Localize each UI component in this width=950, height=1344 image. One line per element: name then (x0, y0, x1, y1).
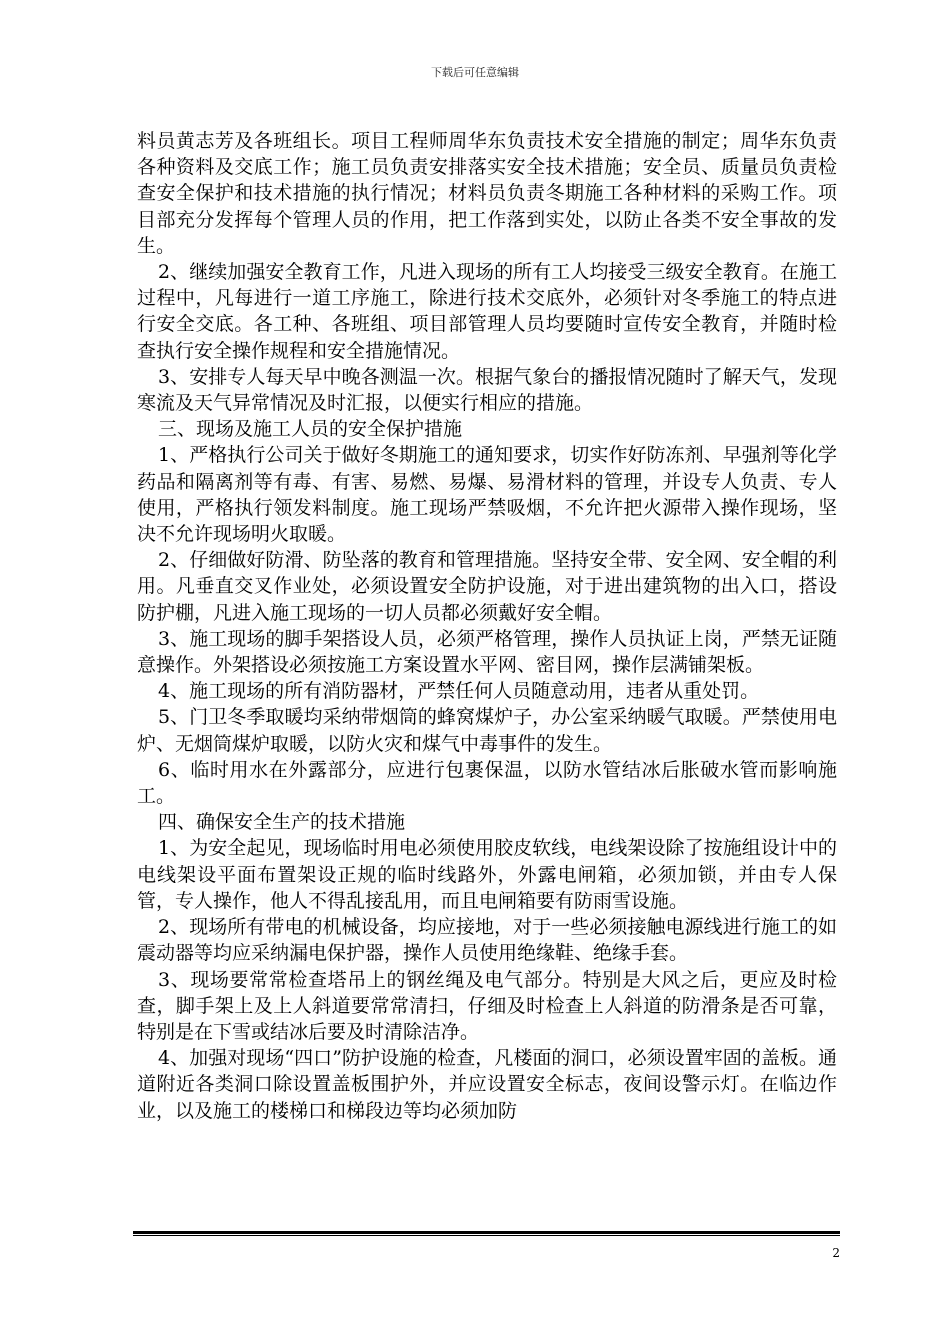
paragraph-anti-slip: 2、仔细做好防滑、防坠落的教育和管理措施。坚持安全带、安全网、安全帽的利用。凡垂直交叉作业处，必须设置安全防护设施，对于进出建筑物的出入口，搭设防护棚，凡进入施工现场的一切人员都必须戴好安全帽。 (137, 549, 837, 624)
paragraph-personnel: 料员黄志芳及各班组长。项目工程师周华东负责技术安全措施的制定；周华东负责各种资料及交底工作；施工员负责安排落实安全技术措施；安全员、质量员负责检查安全保护和技术措施的执行情况；材料员负责冬期施工各种材料的采购工作。项目部充分发挥每个管理人员的作用，把工作落到实处，以防止各类不安全事故的发生。 (137, 130, 837, 257)
paragraph-chemicals: 1、严格执行公司关于做好冬期施工的通知要求，切实作好防冻剂、早强剂等化学药品和隔离剂等有毒、有害、易燃、易爆、易滑材料的管理，并设专人负责、专人使用，严格执行领发料制度。施工现场严禁吸烟，不允许把火源带入操作现场，坚决不允许现场明火取暖。 (137, 444, 837, 546)
document-body (137, 128, 837, 1124)
paragraph-crane: 3、现场要常常检查塔吊上的钢丝绳及电气部分。特别是大风之后，更应及时检查，脚手架上及上人斜道要常常清扫，仔细及时检查上人斜道的防滑条是否可靠，特别是在下雪或结冰后要及时清除洁净。 (137, 968, 837, 1043)
paragraph-water: 6、临时用水在外露部分，应进行包裹保温，以防水管结冰后胀破水管而影响施工。 (137, 758, 837, 808)
paragraph-scaffold: 3、施工现场的脚手架搭设人员，必须严格管理，操作人员执证上岗，严禁无证随意操作。外架搭设必须按施工方案设置水平网、密目网，操作层满铺架板。 (137, 627, 837, 677)
paragraph-safety-education: 2、继续加强安全教育工作，凡进入现场的所有工人均接受三级安全教育。在施工过程中，凡每进行一道工序施工，除进行技术交底外，必须针对冬季施工的特点进行安全交底。各工种、各班组、项目部管理人员均要随时宣传安全教育，并随时检查执行安全操作规程和安全措施情况。 (137, 261, 837, 362)
section-heading-3: 三、现场及施工人员的安全保护措施 (158, 418, 463, 441)
paragraph-electricity: 1、为安全起见，现场临时用电必须使用胶皮软线，电线架设除了按施组设计中的电线架设平面布置架设正规的临时线路外，外露电闸箱，必须加锁，并由专人保管，专人操作，他人不得乱接乱用，而且电闸箱要有防雨雪设施。 (137, 837, 837, 912)
paragraph-grounding: 2、现场所有带电的机械设备，均应接地，对于一些必须接触电源线进行施工的如震动器等均应采纳漏电保护器，操作人员使用绝缘鞋、绝缘手套。 (137, 916, 837, 965)
paragraph-fire-equipment: 4、施工现场的所有消防器材，严禁任何人员随意动用，违者从重处罚。 (158, 680, 760, 703)
page-number: 2 (832, 1246, 840, 1260)
page-header: 下载后可任意编辑 (431, 66, 519, 79)
paragraph-temperature: 3、安排专人每天早中晚各测温一次。根据气象台的播报情况随时了解天气，发现寒流及天气异常情况及时汇报，以便实行相应的措施。 (137, 365, 837, 415)
section-heading-4: 四、确保安全生产的技术措施 (158, 811, 406, 834)
paragraph-openings: 4、加强对现场“四口”防护设施的检查，凡楼面的洞口，必须设置牢固的盖板。通道附近各类洞口除设置盖板围护外，并应设置安全标志，夜间设警示灯。在临边作业，以及施工的楼梯口和梯段边等均必须加防 (137, 1047, 837, 1122)
paragraph-heating: 5、门卫冬季取暖均采纳带烟筒的蜂窝煤炉子，办公室采纳暖气取暖。严禁使用电炉、无烟筒煤炉取暖，以防火灾和煤气中毒事件的发生。 (137, 706, 837, 755)
footer-rule (133, 1231, 840, 1236)
